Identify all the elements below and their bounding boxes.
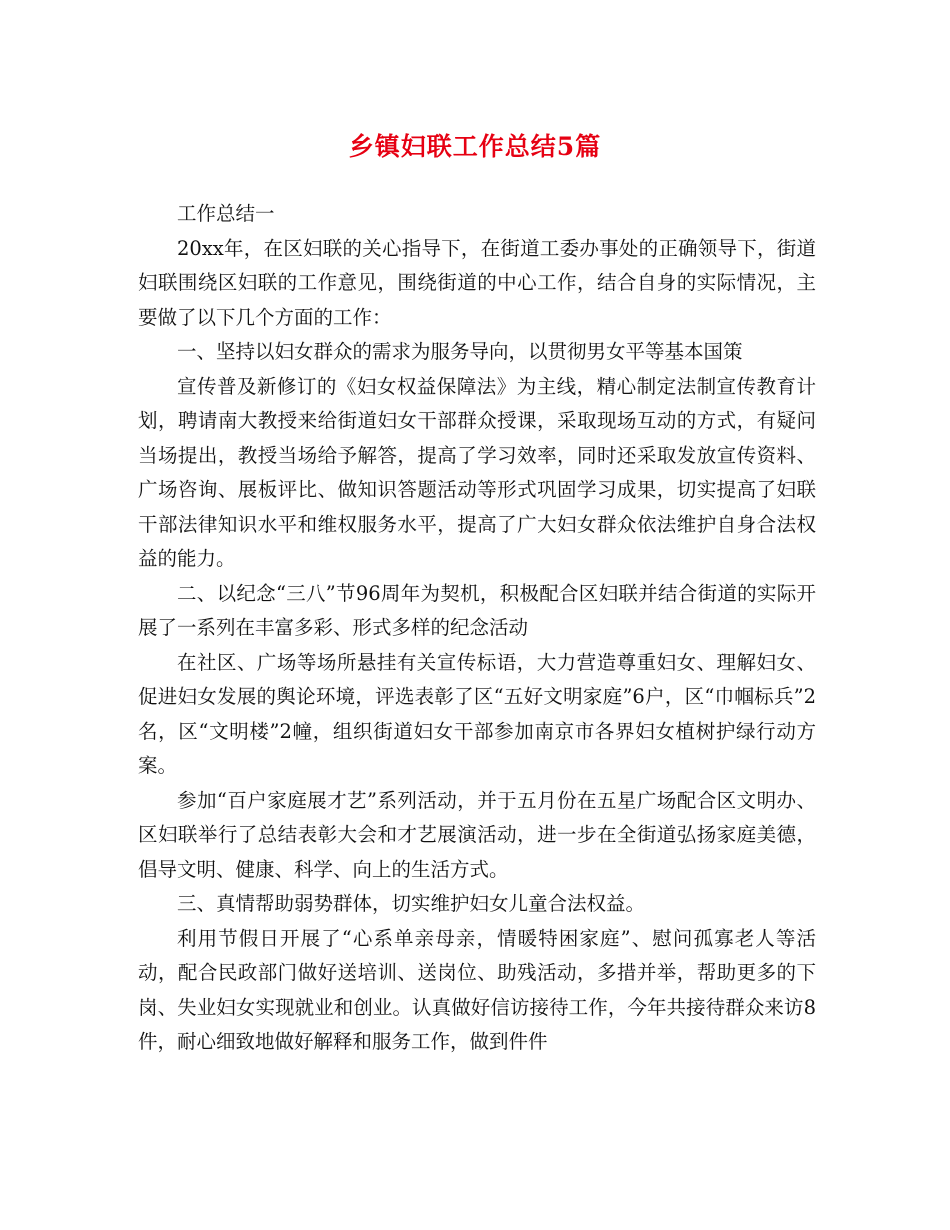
document-body: [138, 197, 816, 1060]
paragraph-heading: 工作总结一: [177, 202, 275, 225]
paragraph-section-heading: 三、真情帮助弱势群体，切实维护妇女儿童合法权益。: [177, 892, 646, 915]
paragraph-section-heading: 二、以纪念“三八”节96周年为契机，积极配合区妇联并结合街道的实际开展了一系列在丰富多彩、形式多样的纪念活动: [138, 581, 816, 639]
paragraph: 利用节假日开展了“心系单亲母亲，情暖特困家庭”、慰问孤寡老人等活动，配合民政部门做好送培训、送岗位、助残活动，多措并举，帮助更多的下岗、失业妇女实现就业和创业。认真做好信访接待工作，今年共接待群众来访8件，耐心细致地做好解释和服务工作，做到件件: [138, 926, 816, 1053]
paragraph: 20xx年，在区妇联的关心指导下，在街道工委办事处的正确领导下，街道妇联围绕区妇联的工作意见，围绕街道的中心工作，结合自身的实际情况，主要做了以下几个方面的工作：: [138, 236, 816, 329]
paragraph: 宣传普及新修订的《妇女权益保障法》为主线，精心制定法制宣传教育计划，聘请南大教授来给街道妇女干部群众授课，采取现场互动的方式，有疑问当场提出，教授当场给予解答，提高了学习效率，同时还采取发放宣传资料、广场咨询、展板评比、做知识答题活动等形式巩固学习成果，切实提高了妇联干部法律知识水平和维权服务水平，提高了广大妇女群众依法维护自身合法权益的能力。: [138, 374, 816, 570]
document-title: 乡镇妇联工作总结5篇: [348, 132, 602, 161]
paragraph-section-heading: 一、坚持以妇女群众的需求为服务导向，以贯彻男女平等基本国策: [177, 340, 743, 363]
paragraph: 参加“百户家庭展才艺”系列活动，并于五月份在五星广场配合区文明办、区妇联举行了总结表彰大会和才艺展演活动，进一步在全街道弘扬家庭美德，倡导文明、健康、科学、向上的生活方式。: [138, 788, 816, 881]
paragraph: 在社区、广场等场所悬挂有关宣传标语，大力营造尊重妇女、理解妇女、促进妇女发展的舆论环境，评选表彰了区“五好文明家庭”6户，区“巾帼标兵”2名，区“文明楼”2幢，组织街道妇女干部参加南京市各界妇女植树护绿行动方案。: [138, 650, 816, 777]
